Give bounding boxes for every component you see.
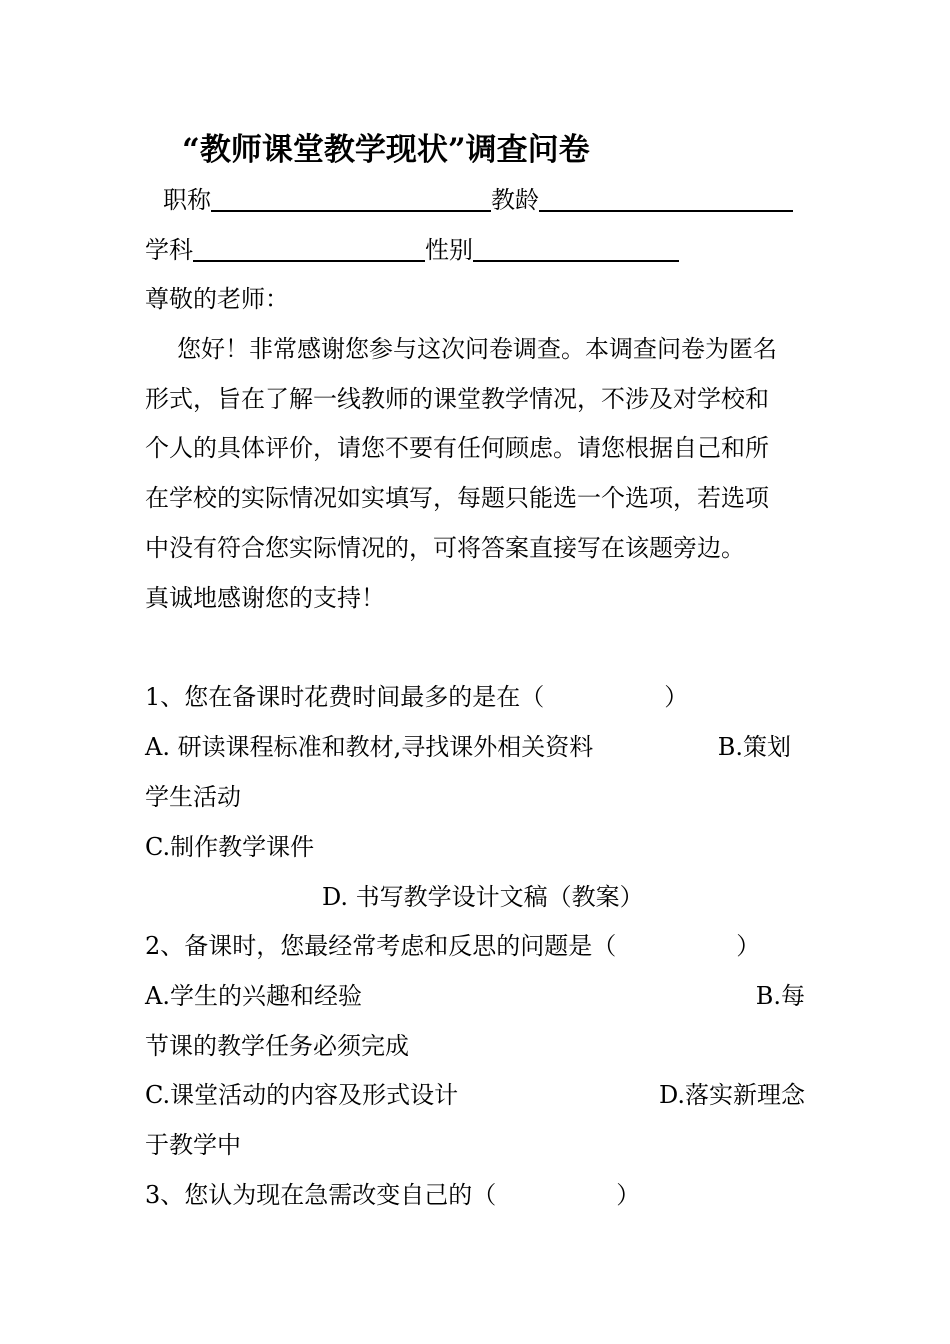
question-2-option-d-cont[interactable]: 于教学中 [145,1131,241,1159]
question-1-option-b[interactable]: B.策划 [717,733,791,761]
thanks-text: 真诚地感谢您的支持！ [145,584,385,612]
intro-line: 您好！非常感谢您参与这次问卷调查。本调查问卷为匿名 [177,335,777,363]
question-2-option-c[interactable]: C.课堂活动的内容及形式设计 [145,1081,459,1109]
question-2-option-d[interactable]: D.落实新理念 [658,1081,805,1109]
greeting: 尊敬的老师： [145,285,289,313]
intro-line: 在学校的实际情况如实填写，每题只能选一个选项，若选项 [145,484,769,512]
intro-line: 中没有符合您实际情况的，可将答案直接写在该题旁边。 [145,534,745,562]
intro-line: 个人的具体评价，请您不要有任何顾虑。请您根据自己和所 [145,434,769,462]
question-1-option-d[interactable]: D. 书写教学设计文稿（教案） [322,883,644,911]
field-label-age: 教龄 [491,186,539,214]
question-1-text: 1、您在备课时花费时间最多的是在（ ） [145,683,689,711]
question-1-option-a[interactable]: A. 研读课程标准和教材,寻找课外相关资料 [145,733,594,761]
page-title: “教师课堂教学现状”调查问卷 [182,132,590,168]
field-blank-title[interactable] [211,186,491,212]
question-2-text: 2、备课时，您最经常考虑和反思的问题是（ ） [145,932,761,960]
field-blank-age[interactable] [539,186,793,212]
question-2-option-a[interactable]: A.学生的兴趣和经验 [145,982,362,1010]
question-2-options-cd [145,1080,805,1110]
question-2-options-ab [145,981,805,1011]
intro-line: 形式，旨在了解一线教师的课堂教学情况，不涉及对学校和 [145,385,769,413]
question-3-text: 3、您认为现在急需改变自己的（ ） [145,1181,641,1209]
question-1-options-ab [145,732,805,762]
field-blank-subject[interactable] [193,236,425,262]
question-1-option-b-cont[interactable]: 学生活动 [145,783,241,811]
field-label-subject: 学科 [145,236,193,264]
question-2-option-b-cont[interactable]: 节课的教学任务必须完成 [145,1032,409,1060]
field-row-subject-gender [145,235,805,265]
question-2-option-b[interactable]: B.每 [755,982,805,1010]
field-label-gender: 性别 [425,236,473,264]
field-row-title-age [163,185,823,215]
field-label-title: 职称 [163,186,211,214]
field-blank-gender[interactable] [473,236,679,262]
question-1-option-c[interactable]: C.制作教学课件 [145,833,315,861]
